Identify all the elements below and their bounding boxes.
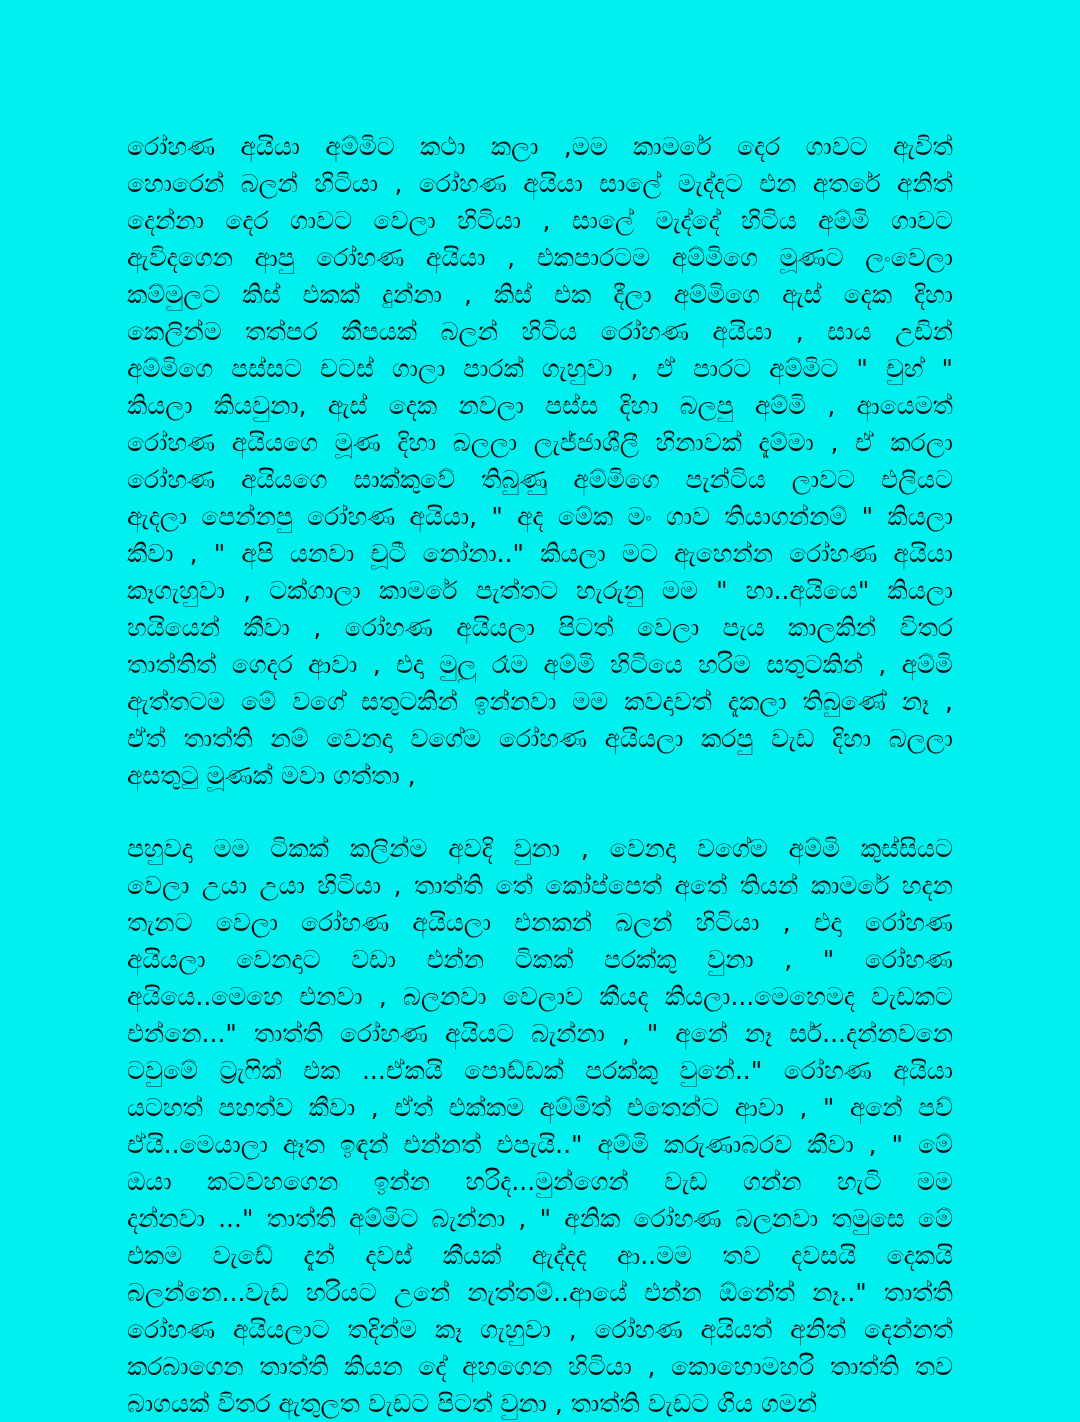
text-line: කරබාගෙන තාත්ති කියන දේ අහගෙන හිටියා , කොහොමහරි තාත්ති තව <box>127 1352 953 1381</box>
text-line: තාත්තිත් ගෙදර ආවා , එදා මුලු රෑම අම්මි හිටියෙ හරිම සතුටකින් , අම්මි <box>127 650 953 679</box>
text-line: අයියලා වෙනදාට වඩා එන්න ටිකක් පරක්කු වුනා , " රෝහණ <box>127 945 953 974</box>
text-line: එන්නෙ..." තාත්ති රෝහණ අයියට බැන්නා , " අනේ නෑ සර්...දන්නවනෙ <box>127 1019 953 1048</box>
text-line: අසතුටු මූණක් මවා ගත්තා , <box>127 761 416 790</box>
text-line: ඒයි..මෙයාලා ඈත ඉඳන් එන්නත් එපැයි.." අම්මි කරුණාබරව කීවා , " මේ <box>127 1130 953 1159</box>
text-line: කීවා , " අපි යනවා චූටී නෝනා.." කියලා මට ඇහෙන්න රෝහණ අයියා <box>127 539 953 568</box>
text-line: අම්මිගෙ පස්සට චටස් ගාලා පාරක් ගැහුවා , ඒ පාරට අම්මිට " චුහ් " <box>127 354 953 383</box>
paragraph-spacing <box>127 794 953 830</box>
text-line: කෙලින්ම තත්පර කීපයක් බලන් හිටිය රෝහණ අයියා , සාය උඩින් <box>127 317 953 346</box>
text-line: හයියෙන් කීවා , රෝහණ අයියලා පිටත් වෙලා පැය කාලකින් විතර <box>127 613 953 642</box>
text-line: යටහත් පහත්ව කීවා , ඒත් එක්කම අම්මිත් එතෙන්ට ආවා , " අනේ පව් <box>127 1093 953 1122</box>
text-line: රෝහණ අයියා අම්මිට කථා කලා ,මම කාමරේ දෙර ගාවට ඇවිත් <box>127 132 953 161</box>
text-line: ඇවිදගෙන ආපු රෝහණ අයියා , එකපාරටම අම්මිගෙ මූණට ලංවෙලා <box>127 243 953 272</box>
document-body <box>127 128 953 1422</box>
text-line: ඇදලා පෙන්නපු රෝහණ අයියා, " අද මේක මං ගාව තියාගන්නම් " කියලා <box>127 502 953 531</box>
text-line: රෝහණ අයියලාට තදින්ම කෑ ගැහුවා , රෝහණ අයියත් අනිත් දෙන්නත් <box>127 1315 953 1344</box>
text-line: කම්මුලට කිස් එකක් දුන්නා , කිස් එක දීලා අම්මිගෙ ඇස් දෙක දිහා <box>127 280 953 309</box>
text-line: ඒත් තාත්ති නම් වෙනදා වගේම රෝහණ අයියලා කරපු වැඩ දිහා බලලා <box>127 724 953 753</box>
text-line: ඔයා කටවහගෙන ඉන්න හරිද...මුන්ගෙන් වැඩ ගන්න හැටි මම <box>127 1167 953 1196</box>
text-line: බාගයක් විතර ඇතුලත වැඩට පිටත් වුනා , තාත්ති වැඩට ගිය ගමන් <box>127 1389 818 1418</box>
text-line: අයියෙ..මෙහෙ එනවා , බලනවා වෙලාව කීයද කියලා...මෙහෙමද වැඩකට <box>127 982 953 1011</box>
text-line: බලන්නෙ...වැඩ හරියට උනේ නැත්තම්..ආයේ එන්න ඕනේත් නෑ.." තාත්ති <box>127 1278 953 1307</box>
text-line: රෝහණ අයියගෙ සාක්කුවේ තිබුණු අම්මිගෙ පැන්ටිය ලාවට එලියට <box>127 465 953 494</box>
text-line: එකම වැඩේ දැන් දවස් කීයක් ඇද්දද ආ..මම තව දවසයි දෙකයි <box>127 1241 953 1270</box>
text-line: හොරෙන් බලන් හිටියා , රෝහණ අයියා සාලේ මැද්දට එන අතරේ අනිත් <box>127 169 953 198</box>
text-line: පහුවදා මම ටිකක් කලින්ම අවදි වුනා , වෙනදා වගේම අම්මි කුස්සියට <box>127 834 953 863</box>
paragraph-1 <box>127 128 953 794</box>
text-line: දන්නවා ..." තාත්ති අම්මිට බැන්නා , " අනික රෝහණ බලනවා තමුසෙ මේ <box>127 1204 953 1233</box>
text-line: වෙලා උයා උයා හිටියා , තාත්ති තේ කෝප්පෙත් අතේ තියන් කාමරේ හදන <box>127 871 953 900</box>
text-line: දෙන්නා දෙර ගාවට වෙලා හිටියා , සාලේ මැද්දේ හිටිය අම්මි ගාවට <box>127 206 953 235</box>
text-line: කියලා කියවුනා, ඇස් දෙක නවලා පස්ස දිහා බලපු අම්මි , ආයෙමත් <box>127 391 953 420</box>
paragraph-2 <box>127 830 953 1422</box>
text-line: ඇත්තටම මේ වගේ සතුටකින් ඉන්නවා මම කවදාවත් දැකලා තිබුණේ නෑ , <box>127 687 953 716</box>
text-line: ටවුමේ ට්‍රැෆික් එක ...ඒකයි පොඩ්ඩක් පරක්කු වුනේ.." රෝහණ අයියා <box>127 1056 953 1085</box>
text-line: රෝහණ අයියගෙ මූණ දිහා බලලා ලැජ්ජාශීලී හිනාවක් දැම්මා , ඒ කරලා <box>127 428 953 457</box>
text-line: කෑගැහුවා , ටක්ගාලා කාමරේ පැත්තට හැරුනු මම " හා..අයියෙ" කියලා <box>127 576 953 605</box>
text-line: තැනට වෙලා රෝහණ අයියලා එනකන් බලන් හිටියා , එදා රෝහණ <box>127 908 953 937</box>
